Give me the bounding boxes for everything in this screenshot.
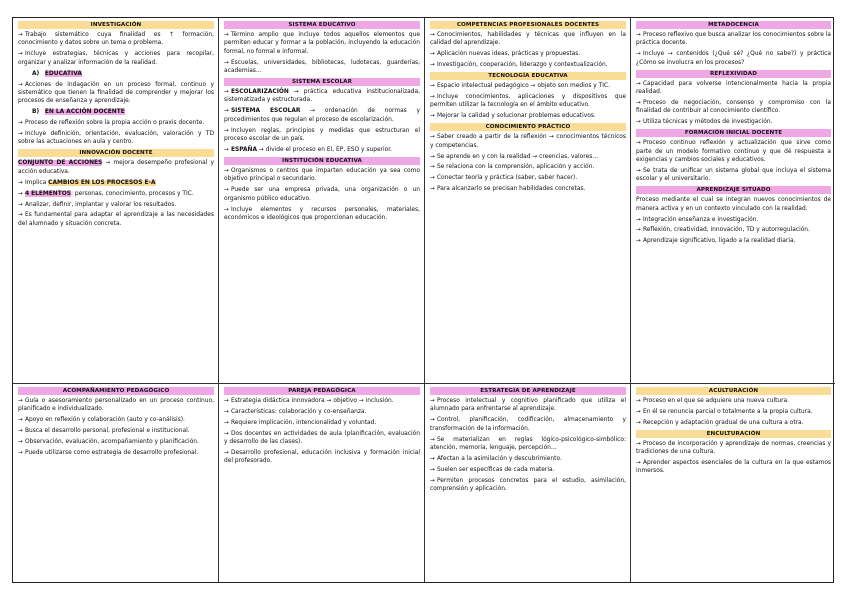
item: → Organismos o centros que imparten educación ya sea como objetivo principal o secundario. <box>224 167 420 183</box>
item: → Es fundamental para adaptar el aprendizaje a las necesidades del alumnado y situación concreta. <box>18 212 214 227</box>
item: → 4 ELEMENTOS: personas, conocimiento, procesos y TIC. <box>18 190 194 197</box>
cell-metadocencia <box>631 18 835 384</box>
cell-acompanamiento <box>13 384 219 582</box>
item: → Dos docentes en actividades de aula (planificación, evaluación y desarrollo de las clases). <box>224 430 420 446</box>
item: → Guía o asesoramiento personalizado en un proceso continuo, planificado e individualizado. <box>18 398 214 413</box>
title-innovacion: INNOVACIÓN DOCENTE <box>18 149 214 157</box>
item: → ESPAÑA → divide el proceso en EI, EP, ESO y superior. <box>224 146 392 153</box>
item: → Desarrollo profesional, educación inclusiva y formación inicial del profesorado. <box>224 450 420 465</box>
title-tecnologia: TECNOLOGÍA EDUCATIVA <box>430 72 626 80</box>
title-reflexividad: REFLEXIVIDAD <box>636 70 831 78</box>
item: → Conocimientos, habilidades y técnicas que influyen en la calidad del aprendizaje. <box>430 32 626 47</box>
item: → Puede utilizarse como estrategia de desarrollo profesional. <box>18 450 199 457</box>
item: → Espacio intelectual pedagógico → objeto son medios y TIC. <box>430 83 610 90</box>
title-metadocencia: METADOCENCIA <box>636 21 831 29</box>
item: → Apoyo en reflexión y colaboración (auto y co-análisis). <box>18 417 185 424</box>
item: → Afectan a la asimilación y descubrimiento. <box>430 455 562 462</box>
item: CONJUNTO DE ACCIONES → mejora desempeño profesional y acción educativa. <box>18 160 214 175</box>
item: → Control, planificación, codificación, almacenamiento y transformación de la información. <box>430 417 626 432</box>
item: → Integración enseñanza e investigación. <box>636 216 759 223</box>
item: → Busca el desarrollo personal, profesional e institucional. <box>18 428 190 435</box>
cell-aculturacion <box>631 384 835 582</box>
title-enculturacion: ENCULTURACIÓN <box>636 430 831 438</box>
item: → Puede ser una empresa privada, una organización o un organismo público educativo. <box>224 187 420 202</box>
item: → Investigación, cooperación, liderazgo y contextualización. <box>430 62 608 69</box>
item: → Proceso en el que se adquiere una nueva cultura. <box>636 398 790 404</box>
item: → Incluye → contenidos (¿Qué sé? ¿Qué no sabe?) y práctica ¿Cómo se involucra en los procesos? <box>636 51 831 66</box>
title-pareja: PAREJA PEDAGÓGICA <box>224 387 420 395</box>
item: → Incluyen reglas, principios y medidas que estructuran el proceso escolar de un país. <box>224 127 420 143</box>
title-investigacion: INVESTIGACIÓN <box>18 21 214 29</box>
title-estrategia: ESTRATEGIA DE APRENDIZAJE <box>430 387 626 395</box>
item: → Se materializan en reglas lógico-psicológico-simbólico: atención, memoria, lenguaje, percepción… <box>430 436 626 452</box>
item: → Mejorar la calidad y solucionar problemas educativos. <box>430 113 596 120</box>
item: → Se relaciona con la comprensión, aplicación y acción. <box>430 164 595 171</box>
title-competencias: COMPETENCIAS PROFESIONALES DOCENTES <box>430 21 626 29</box>
item: → Saber creado a partir de la reflexión → conocimientos técnicos y competencias. <box>430 134 626 149</box>
item: → Proceso reflexivo que busca analizar los conocimientos sobre la práctica docente. <box>636 32 831 47</box>
item: → Analizar, definir, implantar y valorar los resultados. <box>18 201 177 208</box>
item: → Proceso de incorporación y aprendizaje de normas, creencias y tradiciones de una cultura. <box>636 440 831 456</box>
item: → Requiere implicación, intencionalidad y voluntad. <box>224 419 377 426</box>
title-institucion: INSTITUCIÓN EDUCATIVA <box>224 157 420 165</box>
item: → Para alcanzarlo se precisan habilidades concretas. <box>430 186 586 193</box>
item: → Trabajo sistemático cuya finalidad es ↑ formación, conocimiento y datos sobre un tema o problema. <box>18 32 214 47</box>
item: → Incluye conocimientos, aplicaciones y dispositivos que permiten utilizar la tecnología en el ámbito educativo. <box>430 94 626 109</box>
cell-sistema <box>219 18 425 384</box>
item: → Proceso de negociación, consenso y compromiso con la finalidad de contribuir al conocimiento científico. <box>636 99 831 115</box>
item: → ESCOLARIZACIÓN → práctica educativa institucionalizada, sistematizada y estructurada. <box>224 89 420 104</box>
title-situado: APRENDIZAJE SITUADO <box>636 186 831 194</box>
item: → Incluye definición, orientación, evaluación, valoración y TD sobre las actuaciones en aula y centro. <box>18 131 214 146</box>
title-sistema: SISTEMA EDUCATIVO <box>224 21 420 29</box>
item: → Proceso intelectual y cognitivo planificado que utiliza el alumnado para enfrentarse al aprendizaje. <box>430 398 626 413</box>
title-formacion: FORMACIÓN INICIAL DOCENTE <box>636 129 831 137</box>
item: → Estrategia didáctica innovadora → objetivo → inclusión. <box>224 398 394 404</box>
item: → Suelen ser específicas de cada materia. <box>430 466 555 473</box>
subhead-a: A) EDUCATIVA <box>32 70 82 77</box>
item: → Reflexión, creatividad, innovación, TD y autorregulación. <box>636 227 810 234</box>
concept-sheet <box>12 17 834 583</box>
item: → Recepción y adaptación gradual de una cultura a otra. <box>636 419 804 426</box>
item: → Proceso continuo reflexión y actualización que sirve como parte de un modelo formativo continuo y que dé respuesta a exigencias y cambios sociales y educativos. <box>636 140 831 163</box>
cell-investigacion <box>13 18 219 384</box>
item: → Capacidad para volverse intencionalmente hacia la propia realidad. <box>636 80 831 96</box>
item: → Acciones de indagación en un proceso formal, continuo y sistemático que tienen la finalidad de comprender y mejorar los procesos de enseñanza y aprendizaje. <box>18 81 214 105</box>
cell-pareja <box>219 384 425 582</box>
item: → Aprender aspectos esenciales de la cultura en la que estamos inmersos. <box>636 460 831 475</box>
intro: Proceso mediante el cual se integran nuevos conocimientos de manera activa y en un contexto vinculado con la realidad. <box>636 197 831 212</box>
item: → Características: colaboración y co-enseñanza. <box>224 408 367 415</box>
item: → Incluye estrategias, técnicas y acciones para recopilar, organizar y analizar información de la realidad. <box>18 51 214 66</box>
title-practico: CONOCIMIENTO PRÁCTICO <box>430 123 626 131</box>
item: → Permiten procesos concretos para el estudio, asimilación, comprensión y aplicación. <box>430 477 626 493</box>
item: → Utiliza técnicas y métodos de investigación. <box>636 119 773 126</box>
cell-estrategia <box>425 384 631 582</box>
item: → Implica CAMBIOS EN LOS PROCESOS E-A <box>18 179 156 186</box>
title-aculturacion: ACULTURACIÓN <box>636 387 831 395</box>
cell-competencias <box>425 18 631 384</box>
title-escolar: SISTEMA ESCOLAR <box>224 78 420 86</box>
title-acompanamiento: ACOMPAÑAMIENTO PEDAGÓGICO <box>18 387 214 395</box>
item: → Proceso de reflexión sobre la propia acción o praxis docente. <box>18 120 205 127</box>
item: → En él se renuncia parcial o totalmente a la propia cultura. <box>636 408 813 415</box>
item: → Aprendizaje significativo, ligado a la realidad diaria. <box>636 238 796 245</box>
subhead-b: B) EN LA ACCIÓN DOCENTE <box>32 109 125 116</box>
item: → Conectar teoría y práctica (saber, saber hacer). <box>430 175 578 182</box>
item: → Observación, evaluación, acompañamiento y planificación. <box>18 439 199 446</box>
item: → Escuelas, universidades, bibliotecas, ludotecas, guarderías, academias… <box>224 59 420 75</box>
item: → Se trata de unificar un sistema global que incluya el sistema escolar y el universitario. <box>636 167 831 183</box>
item: → Incluye elementos y recursos personales, materiales, económicos e ideológicos que proporcionan educación. <box>224 206 420 221</box>
item: → Se aprende en y con la realidad → creencias, valores… <box>430 153 599 160</box>
item: → Aplicación nuevas ideas, prácticas y propuestas. <box>430 51 581 58</box>
item: → Término amplio que incluye todos aquellos elementos que permiten educar y formar a la población, incluyendo la educación formal, no formal e informal. <box>224 32 420 55</box>
item: → SISTEMA ESCOLAR → ordenación de normas y procedimientos que regulan el proceso de escolarización. <box>224 108 420 123</box>
